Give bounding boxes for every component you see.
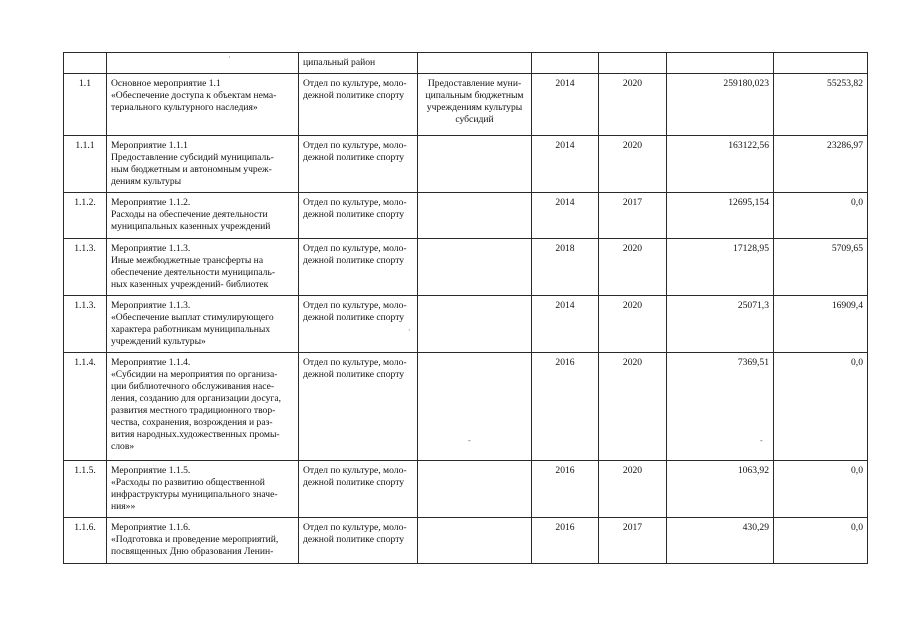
row-number: 1.1.2. <box>64 193 107 239</box>
year-amount: 0,0 <box>774 461 868 518</box>
table-row <box>64 74 868 136</box>
measure-name: Мероприятие 1.1.5. «Расходы по развитию общественной инфраструктуры муниципального значе- ния»» <box>107 461 299 518</box>
header-continuation-row <box>64 53 868 74</box>
measure-name: Мероприятие 1.1.2. Расходы на обеспечение деятельности муниципальных казенных учреждений <box>107 193 299 239</box>
end-year: 2020 <box>599 296 667 353</box>
start-year: 2016 <box>532 461 599 518</box>
table-row <box>64 353 868 461</box>
row-number: 1.1.3. <box>64 239 107 296</box>
year-amount: 5709,65 <box>774 239 868 296</box>
row-number: 1.1 <box>64 74 107 136</box>
responsible-dept: Отдел по культуре, моло- дежной политике спорту <box>299 239 418 296</box>
measure-name: Мероприятие 1.1.3. Иные межбюджетные трансферты на обеспечение деятельности муниципаль- ных казенных учреждений- библиотек <box>107 239 299 296</box>
row-number: 1.1.4. <box>64 353 107 461</box>
year-amount: 0,0 <box>774 353 868 461</box>
responsible-dept: Отдел по культуре, моло- дежной политике спорту <box>299 296 418 353</box>
purpose <box>418 353 532 461</box>
measure-name: Мероприятие 1.1.1 Предоставление субсидий муниципаль- ным бюджетным и автономным учреж- дениям культуры <box>107 136 299 193</box>
scan-speck-dot: · <box>228 53 231 62</box>
end-year: 2020 <box>599 74 667 136</box>
start-year: 2014 <box>532 296 599 353</box>
start-year: 2014 <box>532 74 599 136</box>
purpose: Предоставление муни- ципальным бюджетным учреждениям культуры субсидий <box>418 74 532 136</box>
purpose <box>418 239 532 296</box>
total-amount: 1063,92 <box>667 461 774 518</box>
row-number: 1.1.6. <box>64 518 107 564</box>
row-number: 1.1.5. <box>64 461 107 518</box>
scan-speck-dot: · <box>408 326 411 335</box>
measure-name: Мероприятие 1.1.6. «Подготовка и проведение мероприятий, посвященных Дню образования Ленин- <box>107 518 299 564</box>
start-year: 2018 <box>532 239 599 296</box>
row-number: 1.1.3. <box>64 296 107 353</box>
end-year: 2020 <box>599 353 667 461</box>
purpose <box>418 136 532 193</box>
responsible-dept: Отдел по культуре, моло- дежной политике спорту <box>299 353 418 461</box>
scan-speck-dot: - <box>760 436 763 445</box>
end-year: 2020 <box>599 461 667 518</box>
table-row <box>64 239 868 296</box>
start-year: 2014 <box>532 136 599 193</box>
table-row <box>64 518 868 564</box>
year-amount: 55253,82 <box>774 74 868 136</box>
start-year: 2014 <box>532 193 599 239</box>
year-amount: 0,0 <box>774 193 868 239</box>
total-amount: 430,29 <box>667 518 774 564</box>
table-row <box>64 296 868 353</box>
row-number: 1.1.1 <box>64 136 107 193</box>
responsible-dept: Отдел по культуре, моло- дежной политике спорту <box>299 461 418 518</box>
measure-name: Основное мероприятие 1.1 «Обеспечение доступа к объектам нема- териального культурного наследия» <box>107 74 299 136</box>
total-amount: 12695,154 <box>667 193 774 239</box>
measure-name: Мероприятие 1.1.4. «Субсидии на мероприятия по организа- ции библиотечного обслуживания насе- ления, созданию для организации досуга, развития местного традиционного твор- чества, сохранения, возрождения и раз- вития народных.художественных промы- слов» <box>107 353 299 461</box>
year-amount: 23286,97 <box>774 136 868 193</box>
total-amount: 259180,023 <box>667 74 774 136</box>
year-amount: 0,0 <box>774 518 868 564</box>
responsible-dept: Отдел по культуре, моло- дежной политике спорту <box>299 193 418 239</box>
purpose <box>418 518 532 564</box>
purpose <box>418 461 532 518</box>
program-table <box>63 52 868 564</box>
responsible-dept: Отдел по культуре, моло- дежной политике спорту <box>299 136 418 193</box>
table-row <box>64 193 868 239</box>
total-amount: 163122,56 <box>667 136 774 193</box>
total-amount: 17128,95 <box>667 239 774 296</box>
table-row <box>64 461 868 518</box>
total-amount: 7369,51 <box>667 353 774 461</box>
purpose <box>418 296 532 353</box>
header-cell: ципальный район <box>299 53 418 74</box>
responsible-dept: Отдел по культуре, моло- дежной политике спорту <box>299 74 418 136</box>
end-year: 2020 <box>599 239 667 296</box>
end-year: 2017 <box>599 518 667 564</box>
responsible-dept: Отдел по культуре, моло- дежной политике спорту <box>299 518 418 564</box>
scan-speck-dot: - <box>468 436 471 445</box>
table-row <box>64 136 868 193</box>
measure-name: Мероприятие 1.1.3. «Обеспечение выплат стимулирующего характера работникам муниципальных учреждений культуры» <box>107 296 299 353</box>
end-year: 2017 <box>599 193 667 239</box>
start-year: 2016 <box>532 353 599 461</box>
year-amount: 16909,4 <box>774 296 868 353</box>
purpose <box>418 193 532 239</box>
start-year: 2016 <box>532 518 599 564</box>
total-amount: 25071,3 <box>667 296 774 353</box>
end-year: 2020 <box>599 136 667 193</box>
